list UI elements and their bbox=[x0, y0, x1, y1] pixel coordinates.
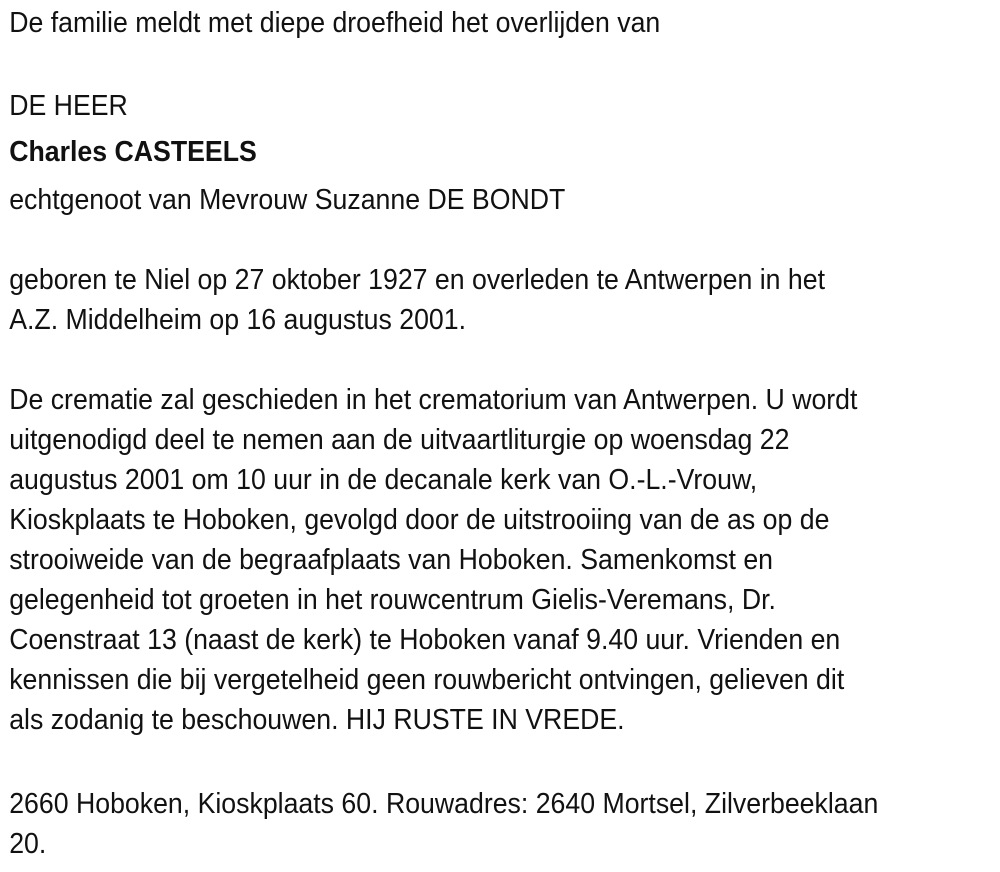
ceremony-paragraph bbox=[9, 380, 1000, 740]
text-line: strooiweide van de begraafplaats van Hoboken. Samenkomst en bbox=[9, 544, 774, 576]
text-line: Coenstraat 13 (naast de kerk) te Hoboken vanaf 9.40 uur. Vrienden en bbox=[9, 624, 841, 656]
text-line: Kioskplaats te Hoboken, gevolgd door de uitstrooiing van de as op de bbox=[9, 504, 830, 536]
text-line: gelegenheid tot groeten in het rouwcentrum Gielis-Veremans, Dr. bbox=[9, 584, 776, 616]
text-line: als zodanig te beschouwen. HIJ RUSTE IN VREDE. bbox=[9, 704, 625, 736]
spouse-line: echtgenoot van Mevrouw Suzanne DE BONDT bbox=[9, 184, 566, 216]
deceased-name: Charles CASTEELS bbox=[9, 136, 257, 168]
text-line: kennissen die bij vergetelheid geen rouwbericht ontvingen, gelieven dit bbox=[9, 664, 845, 696]
text-line: 20. bbox=[9, 828, 47, 860]
text-line: augustus 2001 om 10 uur in de decanale kerk van O.-L.-Vrouw, bbox=[9, 464, 758, 496]
birth-death-paragraph bbox=[9, 260, 1000, 340]
text-line: 2660 Hoboken, Kioskplaats 60. Rouwadres: 2640 Mortsel, Zilverbeeklaan bbox=[9, 788, 879, 820]
intro-line: De familie meldt met diepe droefheid het overlijden van bbox=[9, 7, 661, 39]
salutation-line: DE HEER bbox=[9, 90, 128, 122]
text-line: geboren te Niel op 27 oktober 1927 en overleden te Antwerpen in het bbox=[9, 264, 826, 296]
address-paragraph bbox=[9, 784, 1000, 864]
text-line: A.Z. Middelheim op 16 augustus 2001. bbox=[9, 304, 467, 336]
text-line: De crematie zal geschieden in het crematorium van Antwerpen. U wordt bbox=[9, 384, 858, 416]
text-line: uitgenodigd deel te nemen aan de uitvaartliturgie op woensdag 22 bbox=[9, 424, 790, 456]
